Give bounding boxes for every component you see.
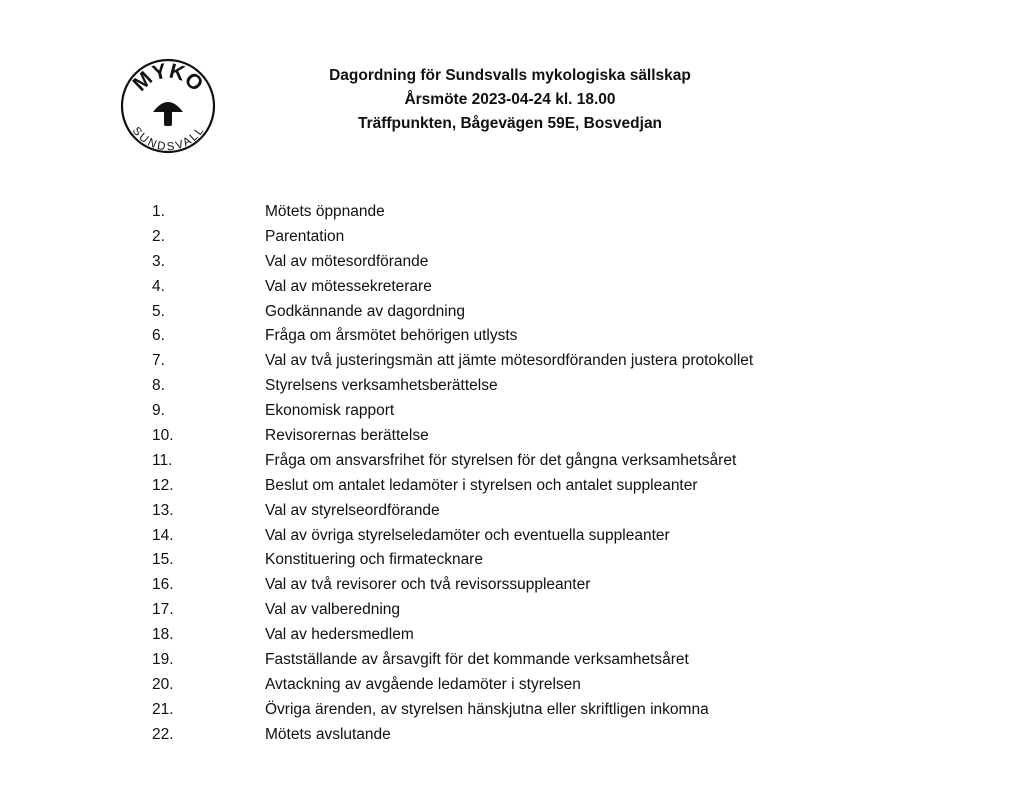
agenda-item-number: 14. <box>152 526 174 544</box>
agenda-item-number: 3. <box>152 252 165 270</box>
agenda-item-text: Godkännande av dagordning <box>265 302 465 320</box>
agenda-item-number: 7. <box>152 352 165 370</box>
agenda-item-text: Val av två revisorer och två revisorssuppleanter <box>265 576 591 594</box>
agenda-item-text: Parentation <box>265 227 345 245</box>
header-title: Dagordning för Sundsvalls mykologiska sällskap <box>329 67 691 84</box>
agenda-item-number: 17. <box>152 601 174 619</box>
agenda-item-number: 6. <box>152 327 165 345</box>
myko-sundsvall-logo <box>120 58 216 154</box>
agenda-item-number: 1. <box>152 203 165 220</box>
agenda-item-number: 16. <box>152 576 174 594</box>
agenda-item-text: Val av hedersmedlem <box>265 626 414 644</box>
agenda-item-text: Fastställande av årsavgift för det kommande verksamhetsåret <box>265 651 689 669</box>
agenda-item-number: 15. <box>152 551 174 569</box>
agenda-item-text: Val av valberedning <box>265 601 400 619</box>
agenda-item-number: 13. <box>152 501 174 519</box>
agenda-item-text: Övriga ärenden, av styrelsen hänskjutna eller skriftligen inkomna <box>265 700 709 718</box>
agenda-item-text: Val av mötessekreterare <box>265 277 432 295</box>
agenda-item-text: Val av mötesordförande <box>265 252 429 270</box>
agenda-item-text: Mötets avslutande <box>265 725 391 743</box>
logo-bottom-text: SUNDSVALL <box>129 124 207 154</box>
agenda-item-number: 11. <box>152 451 173 469</box>
agenda-item-number: 10. <box>152 427 174 445</box>
agenda-item-number: 8. <box>152 377 165 395</box>
agenda-item-number: 22. <box>152 725 174 743</box>
agenda-item-number: 2. <box>152 227 165 245</box>
agenda-item-text: Val av övriga styrelseledamöter och eventuella suppleanter <box>265 526 670 544</box>
agenda-item-text: Revisorernas berättelse <box>265 427 429 445</box>
agenda-item-text: Fråga om årsmötet behörigen utlysts <box>265 327 518 345</box>
agenda-item-text: Avtackning av avgående ledamöter i styrelsen <box>265 675 581 693</box>
agenda-item-text: Styrelsens verksamhetsberättelse <box>265 377 498 395</box>
agenda-item-number: 9. <box>152 402 165 420</box>
agenda-item-number: 12. <box>152 476 174 494</box>
agenda-item-text: Ekonomisk rapport <box>265 402 395 420</box>
agenda-item-number: 20. <box>152 675 174 693</box>
agenda-item-text: Konstituering och firmatecknare <box>265 551 483 569</box>
agenda-item-number: 4. <box>152 277 165 295</box>
agenda-item-number: 19. <box>152 651 174 669</box>
header-meeting-date: Årsmöte 2023-04-24 kl. 18.00 <box>404 91 616 108</box>
agenda-item-text: Fråga om ansvarsfrihet för styrelsen för det gångna verksamhetsåret <box>265 451 737 469</box>
agenda-item-text: Val av styrelseordförande <box>265 501 440 519</box>
agenda-item-text: Val av två justeringsmän att jämte mötesordföranden justera protokollet <box>265 352 754 370</box>
agenda-item-number: 5. <box>152 302 165 320</box>
logo-top-text: MYKO <box>128 59 208 96</box>
mushroom-icon <box>153 102 183 126</box>
header-location: Träffpunkten, Bågevägen 59E, Bosvedjan <box>357 115 663 132</box>
agenda-item-number: 18. <box>152 626 174 644</box>
logo-graphic <box>120 58 216 154</box>
agenda-item-text: Beslut om antalet ledamöter i styrelsen och antalet suppleanter <box>265 476 698 494</box>
document-header <box>300 64 720 136</box>
agenda-item-text: Mötets öppnande <box>265 203 385 220</box>
agenda-item-number: 21. <box>152 700 174 718</box>
